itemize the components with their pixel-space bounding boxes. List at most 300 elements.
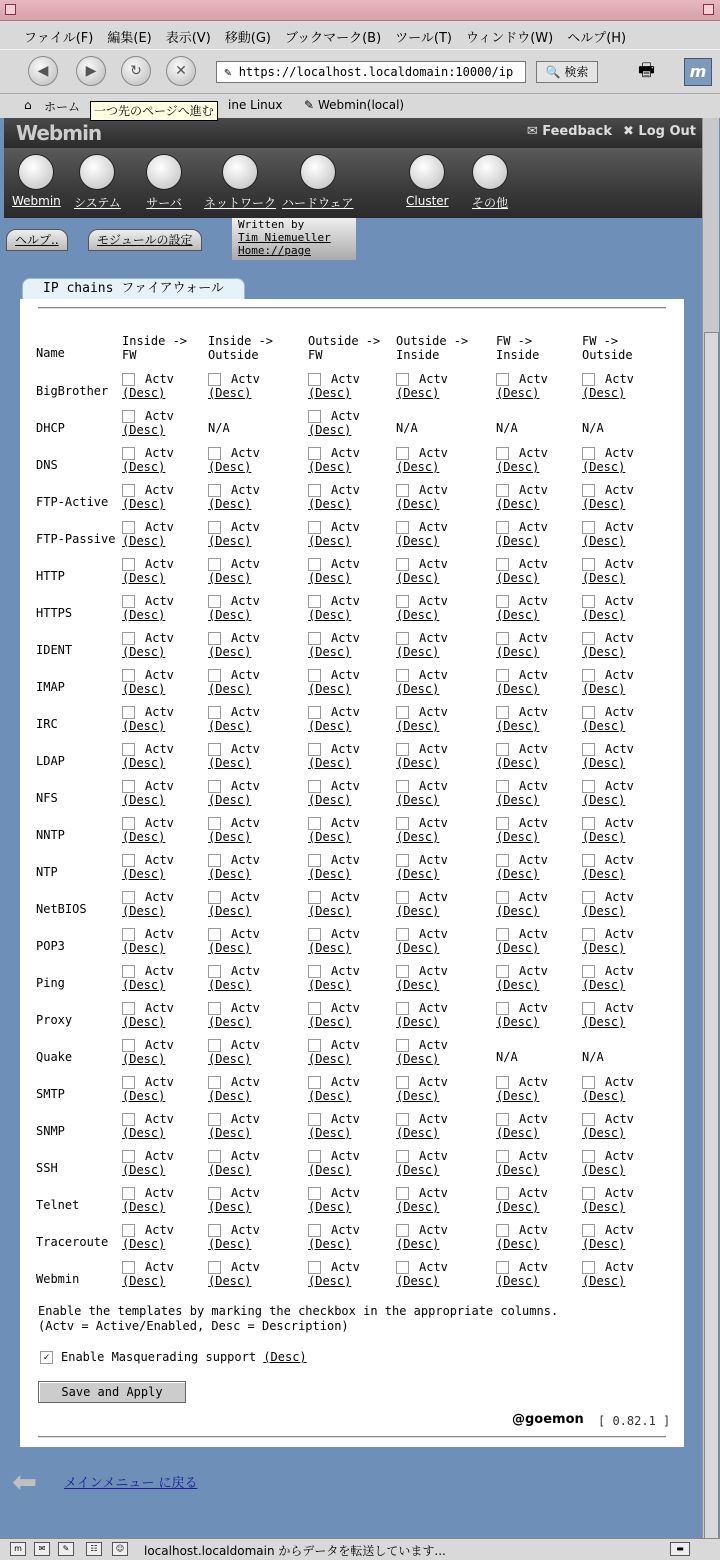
actv-checkbox[interactable] <box>496 1002 509 1015</box>
desc-link[interactable]: (Desc) <box>208 1237 252 1251</box>
desc-link[interactable]: (Desc) <box>122 1274 166 1288</box>
actv-checkbox[interactable] <box>208 854 221 867</box>
desc-link[interactable]: (Desc) <box>308 1089 352 1103</box>
home-icon[interactable]: ⌂ <box>24 98 32 112</box>
desc-link[interactable]: (Desc) <box>208 719 252 733</box>
desc-link[interactable]: (Desc) <box>396 1200 440 1214</box>
actv-checkbox[interactable] <box>208 1039 221 1052</box>
desc-link[interactable]: (Desc) <box>396 460 440 474</box>
actv-checkbox[interactable] <box>208 447 221 460</box>
desc-link[interactable]: (Desc) <box>582 867 626 881</box>
mozilla-icon[interactable]: m <box>10 1542 26 1556</box>
desc-link[interactable]: (Desc) <box>496 904 540 918</box>
desc-link[interactable]: (Desc) <box>396 1237 440 1251</box>
desc-link[interactable]: (Desc) <box>122 608 166 622</box>
actv-checkbox[interactable] <box>582 1224 595 1237</box>
desc-link[interactable]: (Desc) <box>582 1163 626 1177</box>
actv-checkbox[interactable] <box>308 1113 321 1126</box>
desc-link[interactable]: (Desc) <box>308 756 352 770</box>
actv-checkbox[interactable] <box>208 1002 221 1015</box>
desc-link[interactable]: (Desc) <box>208 793 252 807</box>
actv-checkbox[interactable] <box>396 817 409 830</box>
window-menu-icon[interactable] <box>5 4 16 15</box>
actv-checkbox[interactable] <box>582 780 595 793</box>
desc-link[interactable]: (Desc) <box>308 682 352 696</box>
actv-checkbox[interactable] <box>396 558 409 571</box>
actv-checkbox[interactable] <box>122 817 135 830</box>
actv-checkbox[interactable] <box>122 1261 135 1274</box>
actv-checkbox[interactable] <box>396 706 409 719</box>
desc-link[interactable]: (Desc) <box>496 830 540 844</box>
actv-checkbox[interactable] <box>496 854 509 867</box>
desc-link[interactable]: (Desc) <box>208 1163 252 1177</box>
scrollbar-thumb[interactable] <box>704 332 719 1558</box>
desc-link[interactable]: (Desc) <box>208 756 252 770</box>
actv-checkbox[interactable] <box>396 854 409 867</box>
desc-link[interactable]: (Desc) <box>122 904 166 918</box>
actv-checkbox[interactable] <box>496 780 509 793</box>
actv-checkbox[interactable] <box>396 669 409 682</box>
desc-link[interactable]: (Desc) <box>496 1237 540 1251</box>
desc-link[interactable]: (Desc) <box>122 497 166 511</box>
actv-checkbox[interactable] <box>396 1261 409 1274</box>
desc-link[interactable]: (Desc) <box>122 793 166 807</box>
actv-checkbox[interactable] <box>496 558 509 571</box>
actv-checkbox[interactable] <box>496 965 509 978</box>
desc-link[interactable]: (Desc) <box>582 978 626 992</box>
actv-checkbox[interactable] <box>122 1039 135 1052</box>
desc-link[interactable]: (Desc) <box>496 1089 540 1103</box>
menu-item[interactable]: ブックマーク(B) <box>285 31 382 46</box>
desc-link[interactable]: (Desc) <box>496 682 540 696</box>
actv-checkbox[interactable] <box>396 1076 409 1089</box>
actv-checkbox[interactable] <box>582 595 595 608</box>
print-icon[interactable]: 🖶 <box>638 60 655 81</box>
actv-checkbox[interactable] <box>122 743 135 756</box>
actv-checkbox[interactable] <box>496 484 509 497</box>
actv-checkbox[interactable] <box>308 1261 321 1274</box>
actv-checkbox[interactable] <box>122 1113 135 1126</box>
desc-link[interactable]: (Desc) <box>396 386 440 400</box>
desc-link[interactable]: (Desc) <box>208 978 252 992</box>
desc-link[interactable]: (Desc) <box>396 534 440 548</box>
desc-link[interactable]: (Desc) <box>396 1052 440 1066</box>
actv-checkbox[interactable] <box>308 743 321 756</box>
actv-checkbox[interactable] <box>582 1187 595 1200</box>
desc-link[interactable]: (Desc) <box>396 1274 440 1288</box>
scrollbar[interactable] <box>702 118 719 1558</box>
actv-checkbox[interactable] <box>582 1261 595 1274</box>
menu-item[interactable]: 編集(E) <box>107 31 152 46</box>
desc-link[interactable]: (Desc) <box>582 1089 626 1103</box>
actv-checkbox[interactable] <box>396 743 409 756</box>
desc-link[interactable]: (Desc) <box>308 1126 352 1140</box>
desc-link[interactable]: (Desc) <box>582 756 626 770</box>
desc-link[interactable]: (Desc) <box>496 1163 540 1177</box>
actv-checkbox[interactable] <box>496 1224 509 1237</box>
actv-checkbox[interactable] <box>308 706 321 719</box>
menu-item[interactable]: 移動(G) <box>224 31 271 46</box>
actv-checkbox[interactable] <box>582 484 595 497</box>
desc-link[interactable]: (Desc) <box>122 1200 166 1214</box>
desc-link[interactable]: (Desc) <box>208 1052 252 1066</box>
desc-link[interactable]: (Desc) <box>496 941 540 955</box>
actv-checkbox[interactable] <box>122 965 135 978</box>
desc-link[interactable]: (Desc) <box>582 497 626 511</box>
bookmark-linux[interactable]: ine Linux <box>228 98 283 112</box>
actv-checkbox[interactable] <box>396 1224 409 1237</box>
desc-link[interactable]: (Desc) <box>396 608 440 622</box>
actv-checkbox[interactable] <box>396 928 409 941</box>
actv-checkbox[interactable] <box>396 891 409 904</box>
desc-link[interactable]: (Desc) <box>308 1015 352 1029</box>
desc-link[interactable]: (Desc) <box>308 534 352 548</box>
desc-link[interactable]: (Desc) <box>396 904 440 918</box>
desc-link[interactable]: (Desc) <box>582 608 626 622</box>
desc-link[interactable]: (Desc) <box>582 1237 626 1251</box>
actv-checkbox[interactable] <box>308 595 321 608</box>
actv-checkbox[interactable] <box>208 965 221 978</box>
desc-link[interactable]: (Desc) <box>496 386 540 400</box>
actv-checkbox[interactable] <box>582 669 595 682</box>
desc-link[interactable]: (Desc) <box>496 534 540 548</box>
desc-link[interactable]: (Desc) <box>308 645 352 659</box>
menu-item[interactable]: ツール(T) <box>395 31 452 46</box>
desc-link[interactable]: (Desc) <box>122 682 166 696</box>
desc-link[interactable]: (Desc) <box>308 978 352 992</box>
desc-link[interactable]: (Desc) <box>582 793 626 807</box>
desc-link[interactable]: (Desc) <box>582 682 626 696</box>
forward-icon[interactable]: ▶ <box>76 56 106 86</box>
actv-checkbox[interactable] <box>582 1076 595 1089</box>
actv-checkbox[interactable] <box>208 928 221 941</box>
actv-checkbox[interactable] <box>496 373 509 386</box>
actv-checkbox[interactable] <box>208 1187 221 1200</box>
desc-link[interactable]: (Desc) <box>122 645 166 659</box>
actv-checkbox[interactable] <box>308 669 321 682</box>
actv-checkbox[interactable] <box>122 447 135 460</box>
actv-checkbox[interactable] <box>122 854 135 867</box>
desc-link[interactable]: (Desc) <box>582 904 626 918</box>
desc-link[interactable]: (Desc) <box>396 830 440 844</box>
reload-icon[interactable]: ↻ <box>121 56 151 86</box>
url-input[interactable]: ✎ https://localhost.localdomain:10000/ip <box>216 61 526 83</box>
actv-checkbox[interactable] <box>582 373 595 386</box>
actv-checkbox[interactable] <box>496 447 509 460</box>
desc-link[interactable]: (Desc) <box>582 571 626 585</box>
desc-link[interactable]: (Desc) <box>496 497 540 511</box>
composer-icon[interactable]: ✎ <box>58 1542 74 1556</box>
desc-link[interactable]: (Desc) <box>496 867 540 881</box>
actv-checkbox[interactable] <box>396 447 409 460</box>
actv-checkbox[interactable] <box>582 521 595 534</box>
logout-link[interactable]: ✖ Log Out <box>623 124 696 139</box>
desc-link[interactable]: (Desc) <box>496 793 540 807</box>
help-tab[interactable]: ヘルプ.. <box>6 229 68 251</box>
actv-checkbox[interactable] <box>308 373 321 386</box>
actv-checkbox[interactable] <box>582 891 595 904</box>
actv-checkbox[interactable] <box>308 1224 321 1237</box>
menu-item[interactable]: ファイル(F) <box>24 31 94 46</box>
actv-checkbox[interactable] <box>582 743 595 756</box>
desc-link[interactable]: (Desc) <box>208 941 252 955</box>
actv-checkbox[interactable] <box>208 706 221 719</box>
desc-link[interactable]: (Desc) <box>308 1200 352 1214</box>
desc-link[interactable]: (Desc) <box>308 1163 352 1177</box>
masquerade-checkbox[interactable]: ✓ <box>40 1351 53 1364</box>
desc-link[interactable]: (Desc) <box>496 1274 540 1288</box>
menu-item[interactable]: ウィンドウ(W) <box>465 31 554 46</box>
stop-icon[interactable]: ✕ <box>166 56 196 86</box>
desc-link[interactable]: (Desc) <box>208 608 252 622</box>
actv-checkbox[interactable] <box>496 1261 509 1274</box>
actv-checkbox[interactable] <box>582 706 595 719</box>
actv-checkbox[interactable] <box>582 1113 595 1126</box>
desc-link[interactable]: (Desc) <box>582 1200 626 1214</box>
actv-checkbox[interactable] <box>208 484 221 497</box>
actv-checkbox[interactable] <box>208 595 221 608</box>
actv-checkbox[interactable] <box>308 891 321 904</box>
desc-link[interactable]: (Desc) <box>396 571 440 585</box>
desc-link[interactable]: (Desc) <box>582 1274 626 1288</box>
actv-checkbox[interactable] <box>308 1076 321 1089</box>
actv-checkbox[interactable] <box>122 780 135 793</box>
actv-checkbox[interactable] <box>496 595 509 608</box>
category-2[interactable] <box>146 154 182 211</box>
actv-checkbox[interactable] <box>122 521 135 534</box>
actv-checkbox[interactable] <box>396 1113 409 1126</box>
desc-link[interactable]: (Desc) <box>208 830 252 844</box>
actv-checkbox[interactable] <box>308 965 321 978</box>
window-close-icon[interactable] <box>703 4 714 15</box>
actv-checkbox[interactable] <box>496 891 509 904</box>
actv-checkbox[interactable] <box>396 632 409 645</box>
actv-checkbox[interactable] <box>122 928 135 941</box>
feedback-link[interactable]: ✉ Feedback <box>526 124 612 139</box>
desc-link[interactable]: (Desc) <box>308 867 352 881</box>
mail-icon[interactable]: ✉ <box>34 1542 50 1556</box>
desc-link[interactable]: (Desc) <box>208 386 252 400</box>
desc-link[interactable]: (Desc) <box>208 460 252 474</box>
desc-link[interactable]: (Desc) <box>208 534 252 548</box>
actv-checkbox[interactable] <box>396 521 409 534</box>
category-6[interactable] <box>472 154 508 211</box>
actv-checkbox[interactable] <box>208 558 221 571</box>
desc-link[interactable]: (Desc) <box>208 682 252 696</box>
desc-link[interactable]: (Desc) <box>122 1163 166 1177</box>
desc-link[interactable]: (Desc) <box>308 608 352 622</box>
actv-checkbox[interactable] <box>208 521 221 534</box>
desc-link[interactable]: (Desc) <box>208 904 252 918</box>
desc-link[interactable]: (Desc) <box>496 645 540 659</box>
actv-checkbox[interactable] <box>396 1187 409 1200</box>
actv-checkbox[interactable] <box>582 632 595 645</box>
actv-checkbox[interactable] <box>122 632 135 645</box>
desc-link[interactable]: (Desc) <box>396 756 440 770</box>
desc-link[interactable]: (Desc) <box>122 867 166 881</box>
desc-link[interactable]: (Desc) <box>496 719 540 733</box>
actv-checkbox[interactable] <box>396 780 409 793</box>
masquerade-desc-link[interactable]: (Desc) <box>263 1350 307 1364</box>
save-apply-button[interactable]: Save and Apply <box>38 1381 186 1403</box>
back-icon[interactable]: ◀ <box>28 56 58 86</box>
actv-checkbox[interactable] <box>308 780 321 793</box>
desc-link[interactable]: (Desc) <box>582 1126 626 1140</box>
actv-checkbox[interactable] <box>308 854 321 867</box>
desc-link[interactable]: (Desc) <box>308 386 352 400</box>
desc-link[interactable]: (Desc) <box>496 571 540 585</box>
desc-link[interactable]: (Desc) <box>308 1274 352 1288</box>
actv-checkbox[interactable] <box>496 1076 509 1089</box>
actv-checkbox[interactable] <box>396 965 409 978</box>
desc-link[interactable]: (Desc) <box>496 608 540 622</box>
desc-link[interactable]: (Desc) <box>208 571 252 585</box>
desc-link[interactable]: (Desc) <box>308 719 352 733</box>
actv-checkbox[interactable] <box>308 558 321 571</box>
actv-checkbox[interactable] <box>496 1187 509 1200</box>
desc-link[interactable]: (Desc) <box>208 1274 252 1288</box>
actv-checkbox[interactable] <box>122 373 135 386</box>
actv-checkbox[interactable] <box>582 1150 595 1163</box>
desc-link[interactable]: (Desc) <box>496 1126 540 1140</box>
desc-link[interactable]: (Desc) <box>122 941 166 955</box>
desc-link[interactable]: (Desc) <box>396 682 440 696</box>
actv-checkbox[interactable] <box>582 1002 595 1015</box>
desc-link[interactable]: (Desc) <box>582 645 626 659</box>
desc-link[interactable]: (Desc) <box>396 1126 440 1140</box>
actv-checkbox[interactable] <box>308 1187 321 1200</box>
actv-checkbox[interactable] <box>496 632 509 645</box>
actv-checkbox[interactable] <box>208 743 221 756</box>
module-config-tab[interactable]: モジュールの設定 <box>88 229 202 251</box>
actv-checkbox[interactable] <box>208 1261 221 1274</box>
actv-checkbox[interactable] <box>122 558 135 571</box>
actv-checkbox[interactable] <box>396 595 409 608</box>
desc-link[interactable]: (Desc) <box>122 423 166 437</box>
desc-link[interactable]: (Desc) <box>122 1089 166 1103</box>
actv-checkbox[interactable] <box>396 373 409 386</box>
desc-link[interactable]: (Desc) <box>396 719 440 733</box>
actv-checkbox[interactable] <box>496 1150 509 1163</box>
actv-checkbox[interactable] <box>122 706 135 719</box>
actv-checkbox[interactable] <box>308 928 321 941</box>
actv-checkbox[interactable] <box>582 817 595 830</box>
category-0[interactable] <box>12 154 61 208</box>
actv-checkbox[interactable] <box>496 521 509 534</box>
desc-link[interactable]: (Desc) <box>496 460 540 474</box>
desc-link[interactable]: (Desc) <box>396 867 440 881</box>
actv-checkbox[interactable] <box>122 891 135 904</box>
desc-link[interactable]: (Desc) <box>496 978 540 992</box>
desc-link[interactable]: (Desc) <box>582 460 626 474</box>
desc-link[interactable]: (Desc) <box>122 1052 166 1066</box>
desc-link[interactable]: (Desc) <box>122 1126 166 1140</box>
actv-checkbox[interactable] <box>208 817 221 830</box>
category-5[interactable] <box>406 154 449 208</box>
actv-checkbox[interactable] <box>308 447 321 460</box>
desc-link[interactable]: (Desc) <box>582 1015 626 1029</box>
desc-link[interactable]: (Desc) <box>396 1089 440 1103</box>
actv-checkbox[interactable] <box>208 669 221 682</box>
actv-checkbox[interactable] <box>208 1113 221 1126</box>
desc-link[interactable]: (Desc) <box>208 497 252 511</box>
desc-link[interactable]: (Desc) <box>396 941 440 955</box>
desc-link[interactable]: (Desc) <box>308 423 352 437</box>
actv-checkbox[interactable] <box>582 965 595 978</box>
actv-checkbox[interactable] <box>396 484 409 497</box>
actv-checkbox[interactable] <box>308 1002 321 1015</box>
actv-checkbox[interactable] <box>208 1150 221 1163</box>
actv-checkbox[interactable] <box>122 1150 135 1163</box>
desc-link[interactable]: (Desc) <box>396 793 440 807</box>
desc-link[interactable]: (Desc) <box>208 645 252 659</box>
desc-link[interactable]: (Desc) <box>122 386 166 400</box>
desc-link[interactable]: (Desc) <box>308 904 352 918</box>
desc-link[interactable]: (Desc) <box>308 460 352 474</box>
desc-link[interactable]: (Desc) <box>308 571 352 585</box>
actv-checkbox[interactable] <box>122 1187 135 1200</box>
actv-checkbox[interactable] <box>308 410 321 423</box>
desc-link[interactable]: (Desc) <box>208 867 252 881</box>
actv-checkbox[interactable] <box>308 1039 321 1052</box>
actv-checkbox[interactable] <box>308 1150 321 1163</box>
desc-link[interactable]: (Desc) <box>208 1089 252 1103</box>
desc-link[interactable]: (Desc) <box>308 1237 352 1251</box>
desc-link[interactable]: (Desc) <box>208 1200 252 1214</box>
desc-link[interactable]: (Desc) <box>122 460 166 474</box>
desc-link[interactable]: (Desc) <box>396 978 440 992</box>
actv-checkbox[interactable] <box>122 669 135 682</box>
desc-link[interactable]: (Desc) <box>496 756 540 770</box>
actv-checkbox[interactable] <box>308 632 321 645</box>
menu-item[interactable]: ヘルプ(H) <box>567 31 627 46</box>
actv-checkbox[interactable] <box>582 854 595 867</box>
actv-checkbox[interactable] <box>122 1076 135 1089</box>
actv-checkbox[interactable] <box>208 632 221 645</box>
back-arrow-icon[interactable]: ⬅ <box>12 1465 38 1500</box>
desc-link[interactable]: (Desc) <box>396 645 440 659</box>
actv-checkbox[interactable] <box>582 447 595 460</box>
desc-link[interactable]: (Desc) <box>496 1015 540 1029</box>
actv-checkbox[interactable] <box>308 521 321 534</box>
desc-link[interactable]: (Desc) <box>496 1200 540 1214</box>
chat-icon[interactable]: ☺ <box>112 1542 128 1556</box>
actv-checkbox[interactable] <box>122 484 135 497</box>
search-button[interactable]: 🔍 検索 <box>536 61 598 83</box>
desc-link[interactable]: (Desc) <box>122 1237 166 1251</box>
actv-checkbox[interactable] <box>496 817 509 830</box>
category-1[interactable] <box>74 154 121 211</box>
category-3[interactable] <box>204 154 276 211</box>
actv-checkbox[interactable] <box>496 706 509 719</box>
actv-checkbox[interactable] <box>396 1039 409 1052</box>
desc-link[interactable]: (Desc) <box>396 1015 440 1029</box>
desc-link[interactable]: (Desc) <box>208 1015 252 1029</box>
actv-checkbox[interactable] <box>496 743 509 756</box>
desc-link[interactable]: (Desc) <box>582 830 626 844</box>
actv-checkbox[interactable] <box>496 928 509 941</box>
desc-link[interactable]: (Desc) <box>122 756 166 770</box>
desc-link[interactable]: (Desc) <box>122 978 166 992</box>
category-4[interactable] <box>282 154 354 211</box>
actv-checkbox[interactable] <box>122 1002 135 1015</box>
actv-checkbox[interactable] <box>122 595 135 608</box>
desc-link[interactable]: (Desc) <box>122 1015 166 1029</box>
desc-link[interactable]: (Desc) <box>122 571 166 585</box>
actv-checkbox[interactable] <box>208 373 221 386</box>
actv-checkbox[interactable] <box>582 928 595 941</box>
actv-checkbox[interactable] <box>396 1150 409 1163</box>
